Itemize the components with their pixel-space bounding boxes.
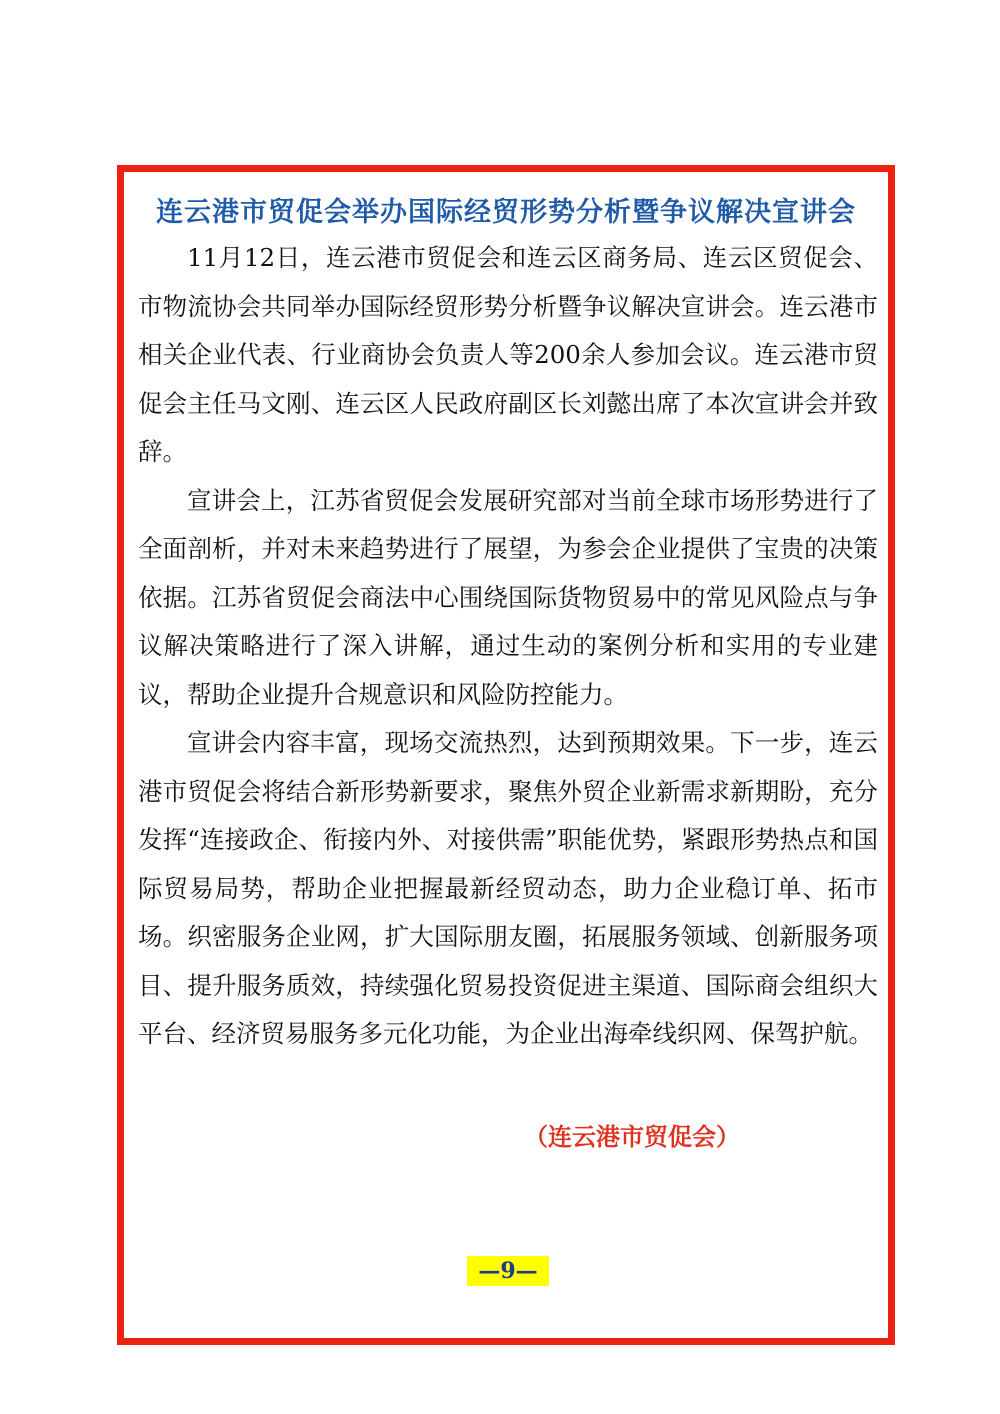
red-page-border — [117, 165, 895, 1345]
article-body — [138, 234, 878, 1059]
page-number: —9— — [467, 1256, 549, 1286]
article-source: （连云港市贸促会） — [524, 1122, 740, 1151]
paragraph-1: 11月12日，连云港市贸促会和连云区商务局、连云区贸促会、市物流协会共同举办国际经贸形势分析暨争议解决宣讲会。连云港市相关企业代表、行业商协会负责人等200余人参加会议。连云港市贸促会主任马文刚、连云区人民政府副区长刘懿出席了本次宣讲会并致辞。 — [138, 243, 878, 466]
paragraph-2: 宣讲会上，江苏省贸促会发展研究部对当前全球市场形势进行了全面剖析，并对未来趋势进行了展望，为参会企业提供了宝贵的决策依据。江苏省贸促会商法中心围绕国际货物贸易中的常见风险点与争议解决策略进行了深入讲解，通过生动的案例分析和实用的专业建议，帮助企业提升合规意识和风险防控能力。 — [138, 485, 878, 709]
article-title: 连云港市贸促会举办国际经贸形势分析暨争议解决宣讲会 — [156, 197, 856, 228]
paragraph-3: 宣讲会内容丰富，现场交流热烈，达到预期效果。下一步，连云港市贸促会将结合新形势新要求，聚焦外贸企业新需求新期盼，充分发挥“连接政企、衔接内外、对接供需”职能优势，紧跟形势热点和国际贸易局势，帮助企业把握最新经贸动态，助力企业稳订单、拓市场。织密服务企业网，扩大国际朋友圈，拓展服务领域、创新服务项目、提升服务质效，持续强化贸易投资促进主渠道、国际商会组织大平台、经济贸易服务多元化功能，为企业出海牵线织网、保驾护航。 — [138, 728, 878, 1048]
